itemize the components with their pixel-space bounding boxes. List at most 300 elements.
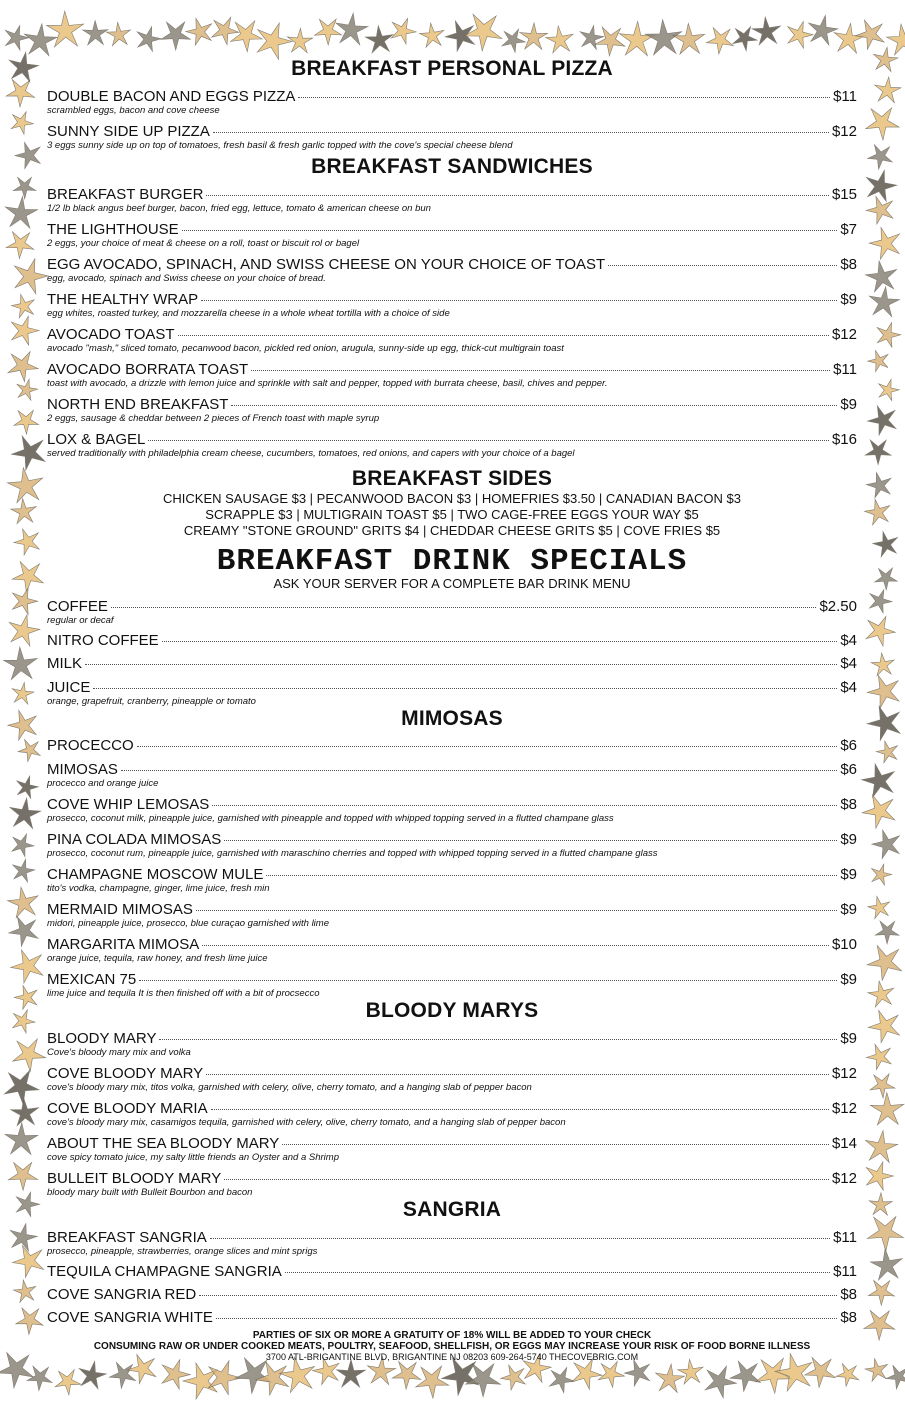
dot-leader <box>285 1272 830 1273</box>
dot-leader <box>159 1039 837 1040</box>
starfish-icon <box>595 27 625 56</box>
starfish-icon <box>877 323 901 348</box>
dot-leader <box>85 664 837 665</box>
menu-item-name: SUNNY SIDE UP PIZZA <box>47 123 210 140</box>
menu-item-line <box>47 632 857 649</box>
starfish-icon <box>733 27 757 51</box>
contact-info: 3700 ATL-BRIGANTINE BLVD, BRIGANTINE NJ 08203 609-264-5740 THECOVEBRIG.COM <box>265 1352 639 1362</box>
footer <box>47 1330 857 1362</box>
starfish-icon <box>416 1366 449 1398</box>
menu-item <box>47 396 857 424</box>
menu-item <box>47 598 857 626</box>
menu-item <box>47 655 857 672</box>
starfish-icon <box>872 864 892 885</box>
starfish-icon <box>464 14 502 51</box>
menu-item-line <box>47 256 857 273</box>
starfish-icon <box>598 1362 624 1388</box>
menu-item-name: BREAKFAST SANGRIA <box>47 1229 207 1246</box>
starfish-icon <box>14 410 39 434</box>
starfish-icon <box>9 52 38 82</box>
starfish-icon <box>870 1093 904 1125</box>
starfish-icon <box>730 1361 761 1391</box>
starfish-icon <box>109 1362 135 1388</box>
starfish-icon <box>865 1359 887 1382</box>
menu-item-line <box>47 737 857 754</box>
dot-leader <box>251 370 830 371</box>
starfish-icon <box>580 26 604 50</box>
menu-item <box>47 737 857 754</box>
menu-item-name: PINA COLADA MIMOSAS <box>47 831 222 848</box>
menu-item-name: NORTH END BREAKFAST <box>47 396 229 413</box>
menu-item-line <box>47 901 857 918</box>
menu-item-line <box>47 1229 857 1246</box>
dot-leader <box>210 1238 830 1239</box>
menu-item-line <box>47 1263 857 1280</box>
menu-item-price: $6 <box>840 761 857 778</box>
menu-item-name: MERMAID MIMOSAS <box>47 901 193 918</box>
starfish-icon <box>834 23 864 53</box>
starfish-icon <box>865 440 891 465</box>
starfish-icon <box>868 1280 894 1305</box>
starfish-icon <box>872 830 900 859</box>
menu-item-line <box>47 1100 857 1117</box>
menu-item-name: MARGARITA MIMOSA <box>47 936 200 953</box>
dot-leader <box>206 1074 829 1075</box>
dot-leader <box>199 1295 837 1296</box>
starfish-icon <box>868 406 897 435</box>
menu-item <box>47 679 857 707</box>
section-title: BREAKFAST SIDES <box>351 467 553 490</box>
starfish-icon <box>11 1099 39 1126</box>
menu-item-name: COVE BLOODY MARY <box>47 1065 204 1082</box>
menu-item-description: egg whites, roasted turkey, and mozzarella cheese in a whole wheat tortilla with a choice of side <box>47 308 450 319</box>
starfish-icon <box>866 261 897 292</box>
starfish-icon <box>137 27 161 52</box>
starfish-icon <box>869 228 899 260</box>
starfish-icon <box>5 26 28 51</box>
starfish-icon <box>12 562 43 593</box>
starfish-icon <box>12 683 34 705</box>
starfish-icon <box>11 316 39 345</box>
menu-item-price: $12 <box>831 1065 857 1082</box>
menu-item <box>47 326 857 354</box>
starfish-icon <box>18 740 40 762</box>
starfish-icon <box>55 1370 81 1395</box>
menu-item-price: $9 <box>840 901 857 918</box>
section-title: MIMOSAS <box>401 707 503 730</box>
starfish-icon <box>14 529 39 555</box>
starfish-icon <box>107 22 131 46</box>
dot-leader <box>148 440 829 441</box>
health-warning: CONSUMING RAW OR UNDER COOKED MEATS, POULTRY, SEAFOOD, SHELLFISH, OR EGGS MAY INCREASE YOUR RISK OF FOOD BORNE ILLNESS <box>93 1341 811 1352</box>
starfish-icon <box>549 1367 574 1392</box>
starfish-icon <box>15 142 40 168</box>
starfish-icon <box>805 1358 836 1388</box>
starfish-icon <box>862 795 895 828</box>
starfish-icon <box>235 1358 271 1393</box>
starfish-icon <box>7 468 42 503</box>
menu-item-name: MEXICAN 75 <box>47 971 137 988</box>
starfish-icon <box>870 1249 902 1280</box>
menu-item-description: procecco and orange juice <box>47 778 159 789</box>
starfish-icon <box>866 196 893 224</box>
menu-item-description: 3 eggs sunny side up on top of tomatoes, fresh basil & fresh garlic topped with the cove's special cheese blend <box>47 140 513 151</box>
menu-item-price: $9 <box>840 396 857 413</box>
menu-item-price: $6 <box>840 737 857 754</box>
menu-item-description: orange juice, tequila, raw honey, and fresh lime juice <box>47 953 268 964</box>
menu-item <box>47 1309 857 1326</box>
menu-item-description: midori, pineapple juice, prosecco, blue curaçao garnished with lime <box>47 918 329 929</box>
starfish-icon <box>875 921 899 944</box>
menu-item-price: $12 <box>831 326 857 343</box>
menu-item-price: $8 <box>840 1286 857 1303</box>
starfish-icon <box>624 1360 649 1386</box>
starfish-icon <box>868 351 888 372</box>
starfish-icon <box>17 379 38 400</box>
menu-item-price: $11 <box>833 1229 857 1246</box>
menu-item-name: LOX & BAGEL <box>47 431 146 448</box>
starfish-icon <box>9 917 38 947</box>
starfish-icon <box>619 21 655 55</box>
menu-item-line <box>47 361 857 378</box>
menu-item-price: $12 <box>831 1170 857 1187</box>
menu-item-name: TEQUILA CHAMPAGNE SANGRIA <box>47 1263 282 1280</box>
starfish-icon <box>870 1074 895 1098</box>
starfish-icon <box>13 859 35 882</box>
starfish-icon <box>862 764 895 798</box>
menu-item-description: lime juice and tequila It is then finished off with a bit of procsecco <box>47 988 320 999</box>
menu-item-line <box>47 936 857 953</box>
menu-item-description: cove's bloody mary mix, titos volka, garnished with celery, olive, cherry tomato, and a hanging slab of pepper bacon <box>47 1082 532 1093</box>
menu-item <box>47 1229 857 1257</box>
starfish-icon <box>14 1280 36 1302</box>
menu-item <box>47 866 857 894</box>
menu-item-price: $9 <box>840 866 857 883</box>
starfish-icon <box>706 28 733 54</box>
starfish-icon <box>15 259 49 294</box>
starfish-icon <box>13 177 36 199</box>
starfish-icon <box>873 532 898 557</box>
menu-item <box>47 1030 857 1058</box>
menu-item-name: EGG AVOCADO, SPINACH, AND SWISS CHEESE ON YOUR CHOICE OF TOAST <box>47 256 606 273</box>
starfish-icon <box>875 568 898 590</box>
menu-item <box>47 186 857 214</box>
menu-item-line <box>47 326 857 343</box>
starfish-icon <box>8 352 38 382</box>
menu-item <box>47 761 857 789</box>
menu-item-price: $4 <box>840 679 857 696</box>
starfish-icon <box>865 499 890 525</box>
starfish-icon <box>9 615 40 646</box>
starfish-icon <box>11 499 37 524</box>
starfish-icon <box>8 1162 37 1190</box>
starfish-icon <box>867 706 900 740</box>
dot-leader <box>266 875 837 876</box>
dot-leader <box>201 300 837 301</box>
menu-item-price: $11 <box>833 361 857 378</box>
section-title: SANGRIA <box>402 1198 502 1221</box>
starfish-icon <box>752 17 781 45</box>
menu-item-name: ABOUT THE SEA BLOODY MARY <box>47 1135 280 1152</box>
menu-item <box>47 1263 857 1280</box>
menu-item-name: DOUBLE BACON AND EGGS PIZZA <box>47 88 296 105</box>
menu-item-name: BREAKFAST BURGER <box>47 186 204 203</box>
menu-item-line <box>47 679 857 696</box>
menu-item-price: $4 <box>840 655 857 672</box>
menu-item-name: MIMOSAS <box>47 761 118 778</box>
starfish-icon <box>869 1193 892 1215</box>
menu-item-price: $16 <box>831 431 857 448</box>
menu-item-price: $11 <box>833 1263 857 1280</box>
dot-leader <box>162 641 838 642</box>
dot-leader <box>224 840 837 841</box>
menu-item-price: $12 <box>831 1100 857 1117</box>
section-drink-specials <box>47 544 857 707</box>
menu-item-description: regular or decaf <box>47 615 114 626</box>
starfish-icon <box>809 15 838 45</box>
dot-leader <box>121 770 837 771</box>
starfish-icon <box>47 11 84 47</box>
section-title: BREAKFAST PERSONAL PIZZA <box>291 57 613 80</box>
starfish-icon <box>886 1365 905 1389</box>
starfish-icon <box>866 616 895 646</box>
starfish-icon <box>4 647 38 680</box>
menu-item-price: $8 <box>840 256 857 273</box>
starfish-icon <box>868 896 890 918</box>
section-mimosas <box>47 707 857 999</box>
starfish-icon <box>12 436 46 470</box>
starfish-icon <box>16 1308 43 1334</box>
menu-item-line <box>47 221 857 238</box>
menu-item-description: Cove's bloody mary mix and volka <box>47 1047 191 1058</box>
dot-leader <box>137 746 838 747</box>
menu-item-line <box>47 431 857 448</box>
dot-leader <box>213 132 829 133</box>
menu-item-line <box>47 1030 857 1047</box>
section-sangria <box>47 1198 857 1326</box>
starfish-icon <box>866 108 899 140</box>
menu-item <box>47 291 857 319</box>
menu-item-description: egg, avocado, spinach and Swiss cheese on your choice of bread. <box>47 273 326 284</box>
starfish-icon <box>874 47 898 71</box>
menu-item <box>47 431 857 459</box>
menu-item-line <box>47 186 857 203</box>
dot-leader <box>224 1179 829 1180</box>
menu-item-price: $8 <box>840 1309 857 1326</box>
menu-item <box>47 632 857 649</box>
starfish-icon <box>868 145 893 170</box>
menu-item-description: avocado "mash," sliced tomato, pecanwood bacon, pickled red onion, arugula, sunny-side up egg, thick-cut multigrain toast <box>47 343 564 354</box>
starfish-icon <box>5 197 37 229</box>
dot-leader <box>282 1144 829 1145</box>
starfish-icon <box>14 986 37 1010</box>
menu-item-price: $2.50 <box>819 598 857 615</box>
starfish-icon <box>13 1010 35 1033</box>
menu-item-name: COVE SANGRIA RED <box>47 1286 197 1303</box>
menu-item-price: $9 <box>840 1030 857 1047</box>
starfish-icon <box>8 887 39 918</box>
menu-item-line <box>47 971 857 988</box>
menu-item-line <box>47 761 857 778</box>
dot-leader <box>212 805 837 806</box>
starfish-icon <box>27 1366 52 1391</box>
section-sandwiches <box>47 155 857 459</box>
menu-item-line <box>47 123 857 140</box>
starfish-icon <box>788 22 813 49</box>
sides-line: CREAMY "STONE GROUND" GRITS $4 | CHEDDAR CHEESE GRITS $5 | COVE FRIES $5 <box>183 523 721 538</box>
sides-line: SCRAPPLE $3 | MULTIGRAIN TOAST $5 | TWO CAGE-FREE EGGS YOUR WAY $5 <box>205 507 699 522</box>
section-title: BREAKFAST SANDWICHES <box>311 155 593 178</box>
menu-item-line <box>47 831 857 848</box>
starfish-icon <box>866 170 897 201</box>
menu-item-name: NITRO COFFEE <box>47 632 159 649</box>
dot-leader <box>211 1109 829 1110</box>
menu-item <box>47 1100 857 1128</box>
menu-item-description: prosecco, pineapple, strawberries, orange slices and mint sprigs <box>47 1246 318 1257</box>
section-title: BLOODY MARYS <box>365 999 539 1022</box>
menu-item-name: PROCECCO <box>47 737 134 754</box>
menu-item-description: toast with avocado, a drizzle with lemon juice and sprinkle with salt and pepper, topped with burrata cheese, basil, chives and pepper. <box>47 378 608 389</box>
starfish-icon <box>5 1123 38 1155</box>
starfish-icon <box>365 26 393 53</box>
menu-item-price: $9 <box>840 971 857 988</box>
menu-item-price: $8 <box>840 796 857 813</box>
menu-item-name: COFFEE <box>47 598 108 615</box>
starfish-icon <box>10 798 41 829</box>
menu-item-description: 2 eggs, your choice of meat & cheese on a roll, toast or biscuit rol or bagel <box>47 238 360 249</box>
menu-item-line <box>47 88 857 105</box>
dot-leader <box>298 97 830 98</box>
starfish-icon <box>13 588 38 614</box>
starfish-icon <box>13 1039 46 1071</box>
starfish-icon <box>17 776 39 798</box>
menu-item <box>47 1170 857 1198</box>
starfish-icon <box>392 1362 421 1390</box>
starfish-icon <box>4 1070 39 1104</box>
dot-leader <box>216 1318 837 1319</box>
menu-item-name: BULLEIT BLOODY MARY <box>47 1170 222 1187</box>
starfish-icon <box>868 1011 899 1043</box>
menu-item-description: 1/2 lb black angus beef burger, bacon, fried egg, lettuce, tomato & american cheese on bun <box>47 203 431 214</box>
starfish-icon <box>391 18 416 44</box>
starfish-icon <box>868 981 894 1007</box>
starfish-icon <box>876 741 897 763</box>
starfish-icon <box>83 21 108 45</box>
starfish-icon <box>867 1217 903 1252</box>
starfish-icon <box>280 1357 315 1392</box>
starfish-icon <box>869 287 899 317</box>
menu-item <box>47 1065 857 1093</box>
starfish-icon <box>231 21 263 52</box>
starfish-icon <box>867 1044 892 1069</box>
menu-item-description: cove spicy tomato juice, my salty little friends an Oyster and a Shrimp <box>47 1152 339 1163</box>
menu-item <box>47 1135 857 1163</box>
menu-item-line <box>47 1309 857 1326</box>
menu-item <box>47 221 857 249</box>
menu-item <box>47 901 857 929</box>
starfish-icon <box>336 13 368 45</box>
starfish-icon <box>867 675 899 708</box>
menu-item-description: served traditionally with philadelphia cream cheese, cucumbers, tomatoes, red onions, and capers with your choice of a bagel <box>47 448 575 459</box>
menu-item-price: $9 <box>840 831 857 848</box>
menu-item <box>47 1286 857 1303</box>
starfish-icon <box>6 80 34 107</box>
dot-leader <box>196 910 837 911</box>
menu-item-description: prosecco, coconut milk, pineapple juice, garnished with pineapple and topped with whipped topping served in a flutted champane glass <box>47 813 614 824</box>
starfish-icon <box>79 1361 106 1389</box>
starfish-icon <box>257 23 292 59</box>
menu-item-price: $10 <box>831 936 857 953</box>
starfish-icon <box>6 232 34 259</box>
starfish-icon <box>879 379 900 400</box>
menu-item-line <box>47 598 857 615</box>
dot-leader <box>202 945 829 946</box>
menu-item <box>47 88 857 116</box>
menu-item-name: JUICE <box>47 679 91 696</box>
menu-item-description: scrambled eggs, bacon and cove cheese <box>47 105 220 116</box>
starfish-icon <box>12 294 35 317</box>
menu-item <box>47 971 857 999</box>
menu-item-name: THE HEALTHY WRAP <box>47 291 199 308</box>
menu-item <box>47 123 857 151</box>
menu-item <box>47 796 857 824</box>
starfish-icon <box>501 1365 526 1390</box>
menu-item-line <box>47 655 857 672</box>
menu-item-name: COVE SANGRIA WHITE <box>47 1309 213 1326</box>
starfish-icon <box>864 1311 895 1341</box>
menu-item <box>47 831 857 859</box>
starfish-icon <box>875 77 901 103</box>
menu-item-description: 2 eggs, sausage & cheddar between 2 pieces of French toast with maple syrup <box>47 413 380 424</box>
dot-leader <box>111 607 817 608</box>
section-breakfast-sides <box>47 467 857 539</box>
menu-item-name: AVOCADO TOAST <box>47 326 175 343</box>
menu-item-price: $15 <box>831 186 857 203</box>
starfish-icon <box>11 112 33 135</box>
starfish-icon <box>336 1359 365 1387</box>
starfish-icon <box>287 28 312 53</box>
starfish-icon <box>16 1192 39 1217</box>
starfish-icon <box>656 1364 685 1393</box>
menu-item-name: BLOODY MARY <box>47 1030 157 1047</box>
starfish-icon <box>12 834 34 857</box>
starfish-icon <box>866 1162 893 1190</box>
menu-item-price: $4 <box>840 632 857 649</box>
starfish-icon <box>572 1359 602 1389</box>
starfish-icon <box>855 20 884 49</box>
menu-item-line <box>47 396 857 413</box>
menu-item-name: AVOCADO BORRATA TOAST <box>47 361 249 378</box>
starfish-icon <box>11 950 43 983</box>
menu-item-name: COVE BLOODY MARIA <box>47 1100 208 1117</box>
menu-item-description: prosecco, coconut rum, pineapple juice, garnished with maraschino cherries and topped with whipped topping served in a flutted champane glass <box>47 848 658 859</box>
menu-item-description: tito's vodka, champagne, ginger, lime juice, fresh min <box>47 883 270 894</box>
menu-item-line <box>47 291 857 308</box>
starfish-icon <box>420 23 444 47</box>
menu-item-name: COVE WHIP LEMOSAS <box>47 796 210 813</box>
starfish-icon <box>0 1353 33 1389</box>
menu-item-line <box>47 1170 857 1187</box>
dot-leader <box>178 335 829 336</box>
starfish-icon <box>871 653 894 676</box>
menu-item <box>47 361 857 389</box>
starfish-icon <box>520 23 548 50</box>
menu-item-description: cove's bloody mary mix, casamigos tequila, garnished with celery, olive, cherry tomato, and a hanging slab of pepper bacon <box>47 1117 566 1128</box>
sides-line: CHICKEN SAUSAGE $3 | PECANWOOD BACON $3 | HOMEFRIES $3.50 | CANADIAN BACON $3 <box>163 491 741 506</box>
menu-item <box>47 936 857 964</box>
section-personal-pizza <box>47 57 857 151</box>
menu-item-description: bloody mary built with Bulleit Bourbon and bacon <box>47 1187 253 1198</box>
